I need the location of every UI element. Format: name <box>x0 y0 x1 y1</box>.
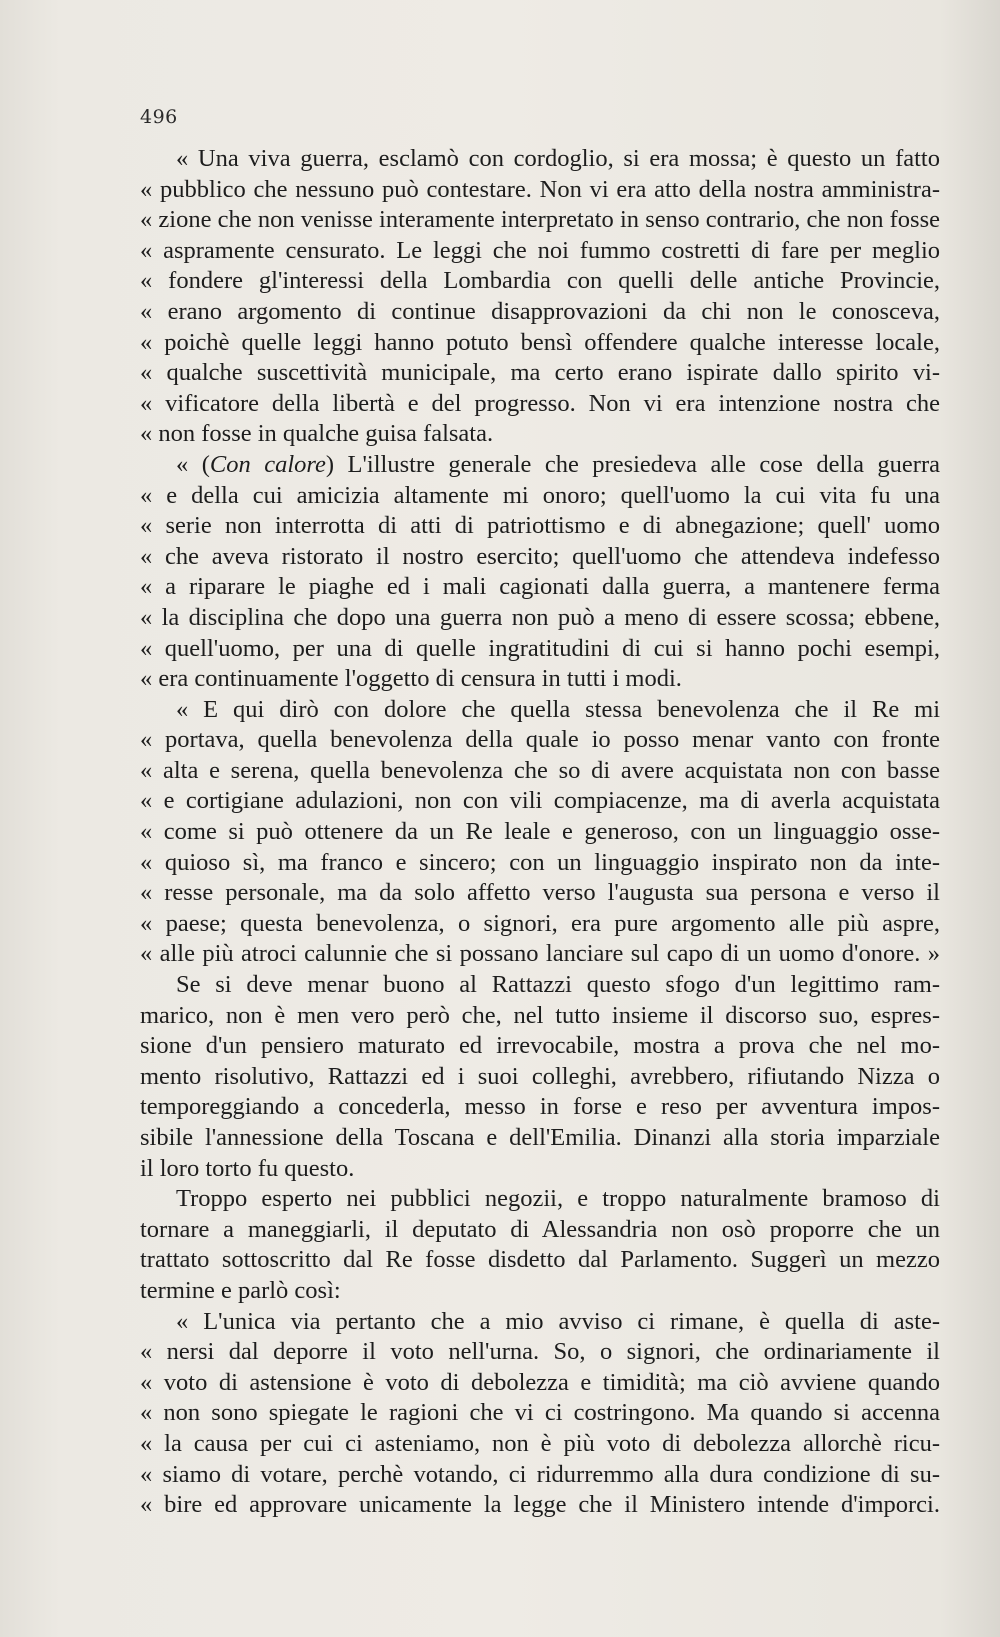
text-line: « aspramente censurato. Le leggi che noi fummo costretti di fare per meglio <box>140 236 940 264</box>
text-line: « e della cui amicizia altamente mi onoro; quell'uomo la cui vita fu una <box>140 481 940 509</box>
text-line: « resse personale, ma da solo affetto verso l'augusta sua persona e verso il <box>140 879 940 907</box>
text-line: « (Con calore) L'illustre generale che presiedeva alle cose della guerra <box>176 450 940 478</box>
text-line: Troppo esperto nei pubblici negozii, e troppo naturalmente bramoso di <box>176 1185 940 1213</box>
text-line: « e cortigiane adulazioni, non con vili compiacenze, ma di averla acquistata <box>140 787 940 815</box>
text-line: temporeggiando a concederla, messo in forse e reso per avventura impos- <box>140 1093 940 1121</box>
text-line: « che aveva ristorato il nostro esercito; quell'uomo che attendeva indefesso <box>140 542 940 570</box>
text-line: « pubblico che nessuno può contestare. Non vi era atto della nostra amministra- <box>140 175 940 203</box>
text-line: « L'unica via pertanto che a mio avviso ci rimane, è quella di aste- <box>176 1307 940 1335</box>
text-line: sione d'un pensiero maturato ed irrevocabile, mostra a prova che nel mo- <box>140 1032 940 1060</box>
text-line: « quioso sì, ma franco e sincero; con un linguaggio inspirato non da inte- <box>140 848 940 876</box>
text-line: « serie non interrotta di atti di patriottismo e di abnegazione; quell' uomo <box>140 512 940 540</box>
text-line: « la causa per cui ci asteniamo, non è più voto di debolezza allorchè ricu- <box>140 1429 940 1457</box>
text-line: « era continuamente l'oggetto di censura in tutti i modi. <box>140 665 682 693</box>
text-line: tornare a maneggiarli, il deputato di Alessandria non osò proporre che un <box>140 1215 940 1243</box>
text-line: « portava, quella benevolenza della quale io posso menar vanto con fronte <box>140 726 940 754</box>
text-line: « bire ed approvare unicamente la legge che il Ministero intende d'imporci. <box>140 1491 940 1519</box>
text-line: « E qui dirò con dolore che quella stessa benevolenza che il Re mi <box>176 695 940 723</box>
text-line: mento risolutivo, Rattazzi ed i suoi colleghi, avrebbero, rifiutando Nizza o <box>140 1062 940 1090</box>
text-line: « come si può ottenere da un Re leale e generoso, con un linguaggio osse- <box>140 818 940 846</box>
text-line: « alle più atroci calunnie che si possano lanciare sul capo di un uomo d'onore. » <box>140 940 940 968</box>
text-line: « non sono spiegate le ragioni che vi ci costringono. Ma quando si accenna <box>140 1399 940 1427</box>
italic-phrase: Con calore <box>209 450 326 478</box>
text-line: « a riparare le piaghe ed i mali cagionati dalla guerra, a mantenere ferma <box>140 573 940 601</box>
text-line: « non fosse in qualche guisa falsata. <box>140 420 494 448</box>
text-line: « zione che non venisse interamente interpretato in senso contrario, che non fosse <box>140 206 940 234</box>
text-line: « voto di astensione è voto di debolezza e timidità; ma ciò avviene quando <box>140 1368 940 1396</box>
page-number: 496 <box>140 106 178 128</box>
text-line: « erano argomento di continue disapprovazioni da chi non le conosceva, <box>140 297 940 325</box>
text-line: Se si deve menar buono al Rattazzi questo sfogo d'un legittimo ram- <box>176 971 940 999</box>
text-line: il loro torto fu questo. <box>140 1154 355 1182</box>
body-text <box>140 144 940 1521</box>
text-line: « Una viva guerra, esclamò con cordoglio, si era mossa; è questo un fatto <box>176 145 940 172</box>
text-line: « vificatore della libertà e del progresso. Non vi era intenzione nostra che <box>140 389 940 417</box>
text-line: sibile l'annessione della Toscana e dell'Emilia. Dinanzi alla storia imparziale <box>140 1124 940 1151</box>
text-line: « fondere gl'interessi della Lombardia con quelli delle antiche Provincie, <box>140 267 940 295</box>
text-line: termine e parlò così: <box>140 1276 341 1304</box>
text-line: « qualche suscettività municipale, ma certo erano ispirate dallo spirito vi- <box>140 359 940 387</box>
text-line: « quell'uomo, per una di quelle ingratitudini di cui si hanno pochi esempi, <box>140 634 940 662</box>
text-line: « poichè quelle leggi hanno potuto bensì offendere qualche interesse locale, <box>140 328 940 356</box>
text-line: « paese; questa benevolenza, o signori, era pure argomento alle più aspre, <box>140 909 940 937</box>
text-line: « alta e serena, quella benevolenza che so di avere acquistata non con basse <box>140 756 940 784</box>
text-line: « nersi dal deporre il voto nell'urna. So, o signori, che ordinariamente il <box>140 1338 940 1366</box>
text-line: « la disciplina che dopo una guerra non può a meno di essere scossa; ebbene, <box>140 603 940 631</box>
text-line: « siamo di votare, perchè votando, ci ridurremmo alla dura condizione di su- <box>140 1460 940 1488</box>
text-line: trattato sottoscritto dal Re fosse disdetto dal Parlamento. Suggerì un mezzo <box>140 1246 940 1274</box>
text-line: marico, non è men vero però che, nel tutto insieme il discorso suo, espres- <box>140 1001 940 1029</box>
